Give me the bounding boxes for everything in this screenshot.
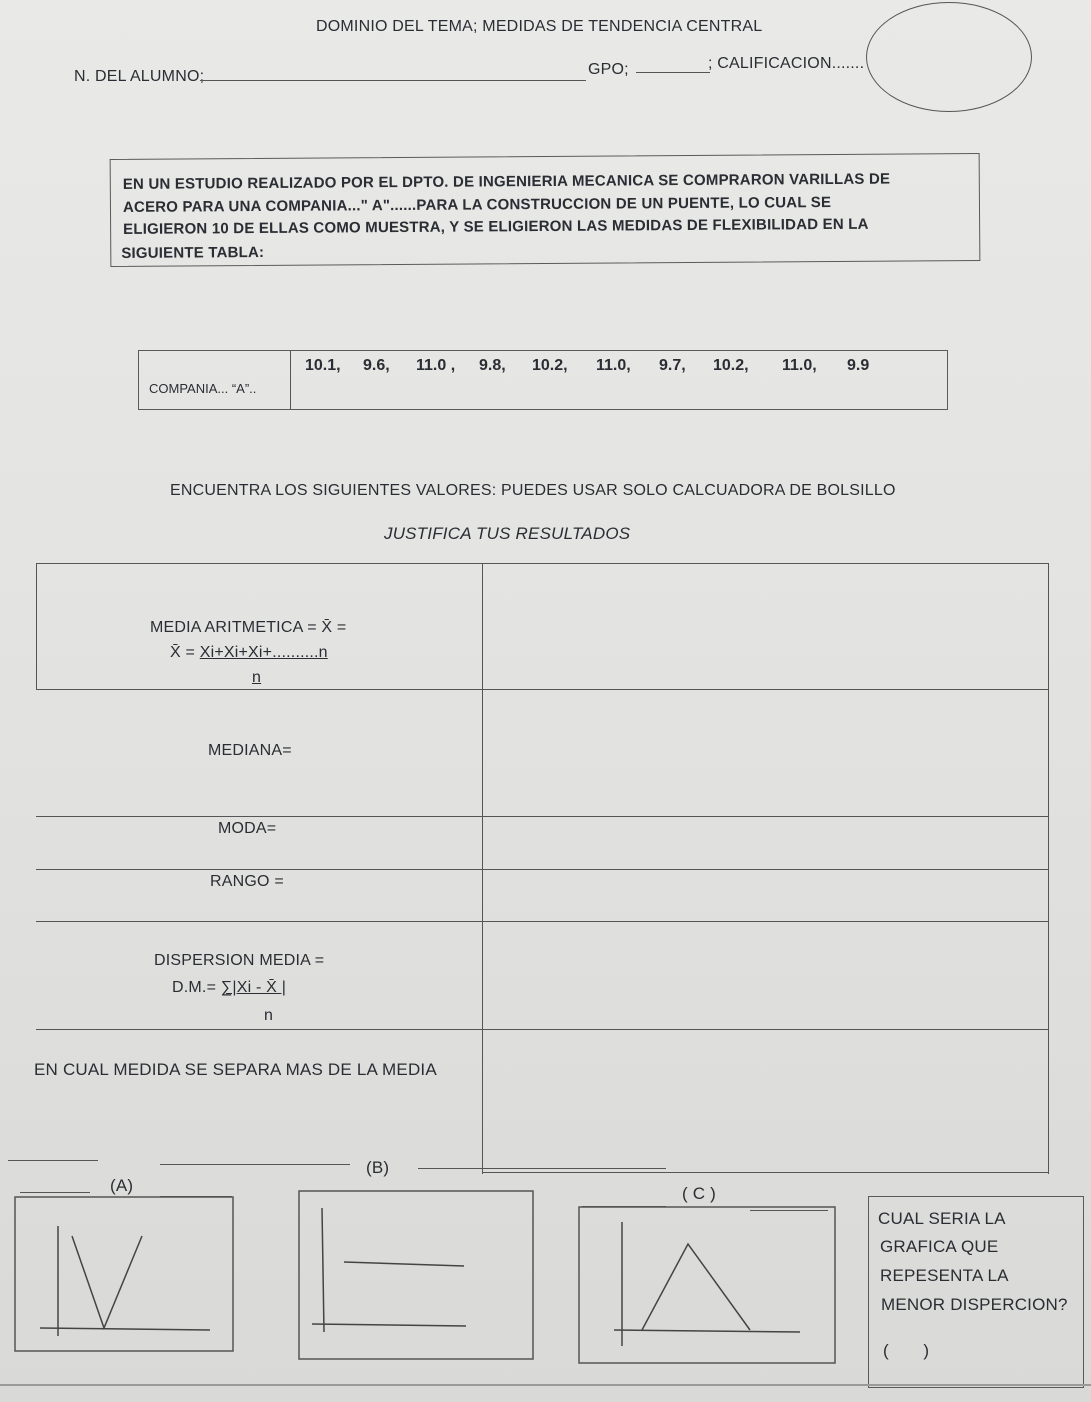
instructions-text: ENCUENTRA LOS SIGUIENTES VALORES: PUEDES USAR SOLO CALCUADORA DE BOLSILLO xyxy=(170,482,896,499)
answer-line xyxy=(8,1160,98,1161)
problem-line-4: SIGUIENTE TABLA: xyxy=(121,243,265,262)
value-3: 11.0 , xyxy=(416,357,456,374)
table-values xyxy=(305,357,869,375)
question-line-1: CUAL SERIA LA xyxy=(878,1209,1006,1228)
graph-b-label: (B) xyxy=(366,1158,390,1177)
mean-formula-numerator: Xi+Xi+Xi+..........n xyxy=(199,644,328,661)
value-9: 11.0, xyxy=(782,357,817,374)
answer-line xyxy=(20,1192,90,1193)
value-2: 9.6, xyxy=(363,357,390,374)
dispersion-label: DISPERSION MEDIA = xyxy=(154,952,325,969)
separation-question: EN CUAL MEDIDA SE SEPARA MAS DE LA MEDIA xyxy=(34,1060,437,1079)
mean-formula-denominator: n xyxy=(252,669,262,686)
value-1: 10.1, xyxy=(305,357,341,374)
student-name-field[interactable] xyxy=(200,80,586,81)
least-dispersion-question-box xyxy=(868,1196,1084,1388)
dispersion-answer[interactable] xyxy=(482,924,1042,1028)
range-answer[interactable] xyxy=(482,871,1042,919)
dm-formula xyxy=(172,979,286,997)
table-divider xyxy=(290,351,291,409)
row-divider xyxy=(36,921,1048,922)
graph-c[interactable] xyxy=(578,1206,840,1368)
dm-formula-numerator: ∑|Xi - X̄ | xyxy=(220,979,287,996)
mean-formula-lhs: X̄ = xyxy=(170,644,200,661)
dm-formula-lhs: D.M.= xyxy=(172,979,221,996)
table-bottom-edge xyxy=(482,1172,1048,1173)
row-divider xyxy=(36,1029,1048,1030)
justify-heading: JUSTIFICA TUS RESULTADOS xyxy=(384,524,631,543)
measures-left-edge xyxy=(36,564,37,690)
question-line-4: MENOR DISPERCION? xyxy=(881,1295,1068,1314)
measures-table xyxy=(36,563,1049,1174)
answer-parentheses[interactable]: ( ) xyxy=(883,1341,930,1360)
page-edge xyxy=(0,1384,1091,1386)
row-divider xyxy=(36,869,1048,870)
answer-line xyxy=(160,1164,350,1165)
separation-answer[interactable] xyxy=(482,1032,1042,1172)
row-divider xyxy=(36,689,1048,690)
question-line-2: GRAFICA QUE xyxy=(880,1237,999,1256)
median-answer[interactable] xyxy=(482,692,1042,814)
grade-circle[interactable] xyxy=(866,2,1032,112)
group-label: GPO; xyxy=(588,61,629,78)
problem-line-3: ELIGIERON 10 DE ELLAS COMO MUESTRA, Y SE ELIGIERON LAS MEDIDAS DE FLEXIBILIDAD EN LA xyxy=(123,215,869,238)
range-label: RANGO = xyxy=(210,873,284,890)
problem-line-2: ACERO PARA UNA COMPANIA..." A"......PARA LA CONSTRUCCION DE UN PUENTE, LO CUAL SE xyxy=(122,194,832,216)
mode-answer[interactable] xyxy=(482,818,1042,868)
problem-box xyxy=(110,153,981,267)
value-6: 11.0, xyxy=(596,357,631,374)
mean-answer[interactable] xyxy=(482,624,1042,688)
page-title: DOMINIO DEL TEMA; MEDIDAS DE TENDENCIA CENTRAL xyxy=(316,18,763,35)
graph-a[interactable] xyxy=(14,1196,236,1354)
mean-label: MEDIA ARITMETICA = X̄ = xyxy=(150,619,347,636)
graph-b[interactable] xyxy=(298,1190,536,1362)
answer-line xyxy=(418,1168,666,1169)
table-label: COMPANIA... “A”.. xyxy=(149,381,257,396)
value-8: 10.2, xyxy=(713,357,749,374)
grade-label: ; CALIFICACION....... xyxy=(708,55,865,72)
data-table xyxy=(138,350,948,410)
graph-c-label: ( C ) xyxy=(682,1184,717,1203)
dm-formula-denominator: n xyxy=(264,1007,274,1024)
problem-line-1: EN UN ESTUDIO REALIZADO POR EL DPTO. DE INGENIERIA MECANICA SE COMPRARON VARILLAS DE xyxy=(122,170,891,193)
question-line-3: REPESENTA LA xyxy=(880,1266,1009,1285)
group-field[interactable] xyxy=(636,72,710,73)
graph-a-label: (A) xyxy=(110,1176,134,1195)
value-10: 9.9 xyxy=(847,357,870,374)
value-7: 9.7, xyxy=(659,357,686,374)
mode-label: MODA= xyxy=(218,820,277,837)
mean-formula xyxy=(170,644,328,662)
value-4: 9.8, xyxy=(479,357,506,374)
student-name-label: N. DEL ALUMNO; xyxy=(74,68,205,85)
row-divider xyxy=(36,816,1048,817)
value-5: 10.2, xyxy=(532,357,568,374)
median-label: MEDIANA= xyxy=(208,742,292,759)
